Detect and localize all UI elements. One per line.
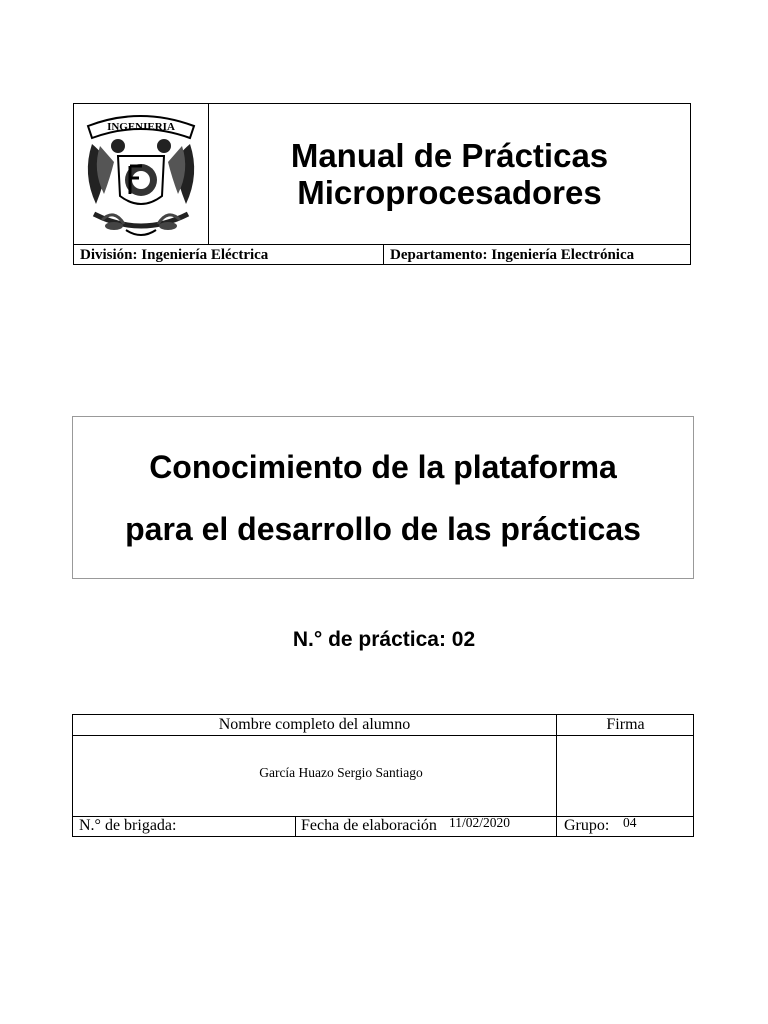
group-value: 04 — [623, 815, 637, 830]
signature-column-header: Firma — [606, 716, 645, 733]
table-header-divider — [73, 735, 693, 736]
manual-title-line1: Manual de Prácticas — [290, 137, 609, 174]
date-value: 11/02/2020 — [449, 815, 511, 830]
practice-title-box — [72, 416, 694, 579]
logo-text: INGENIERIA — [107, 121, 175, 133]
name-column-header: Nombre completo del alumno — [218, 716, 411, 733]
practice-number: N.° de práctica: 02 — [292, 628, 476, 651]
faculty-logo — [74, 104, 209, 244]
brigade-label: N.° de brigada: — [79, 817, 177, 834]
document-header — [73, 103, 691, 265]
manual-title-line2: Microprocesadores — [297, 174, 602, 211]
table-footer-divider-1 — [295, 816, 296, 836]
manual-title — [209, 104, 690, 244]
student-name: García Huazo Sergio Santiago — [259, 765, 423, 780]
practice-title-line2: para el desarrollo de las prácticas — [125, 510, 641, 547]
practice-title-line1: Conocimiento de la plataforma — [149, 448, 617, 485]
group-label: Grupo: — [564, 817, 610, 834]
division-label: División: Ingeniería Eléctrica — [80, 247, 269, 263]
department-label: Departamento: Ingeniería Electrónica — [390, 247, 635, 263]
table-footer-divider-2 — [556, 816, 557, 836]
header-divider — [74, 244, 690, 245]
student-info-table — [72, 714, 694, 837]
engineering-crest-icon — [74, 104, 209, 244]
header-bottom-divider — [383, 244, 384, 264]
date-label: Fecha de elaboración — [301, 817, 437, 834]
